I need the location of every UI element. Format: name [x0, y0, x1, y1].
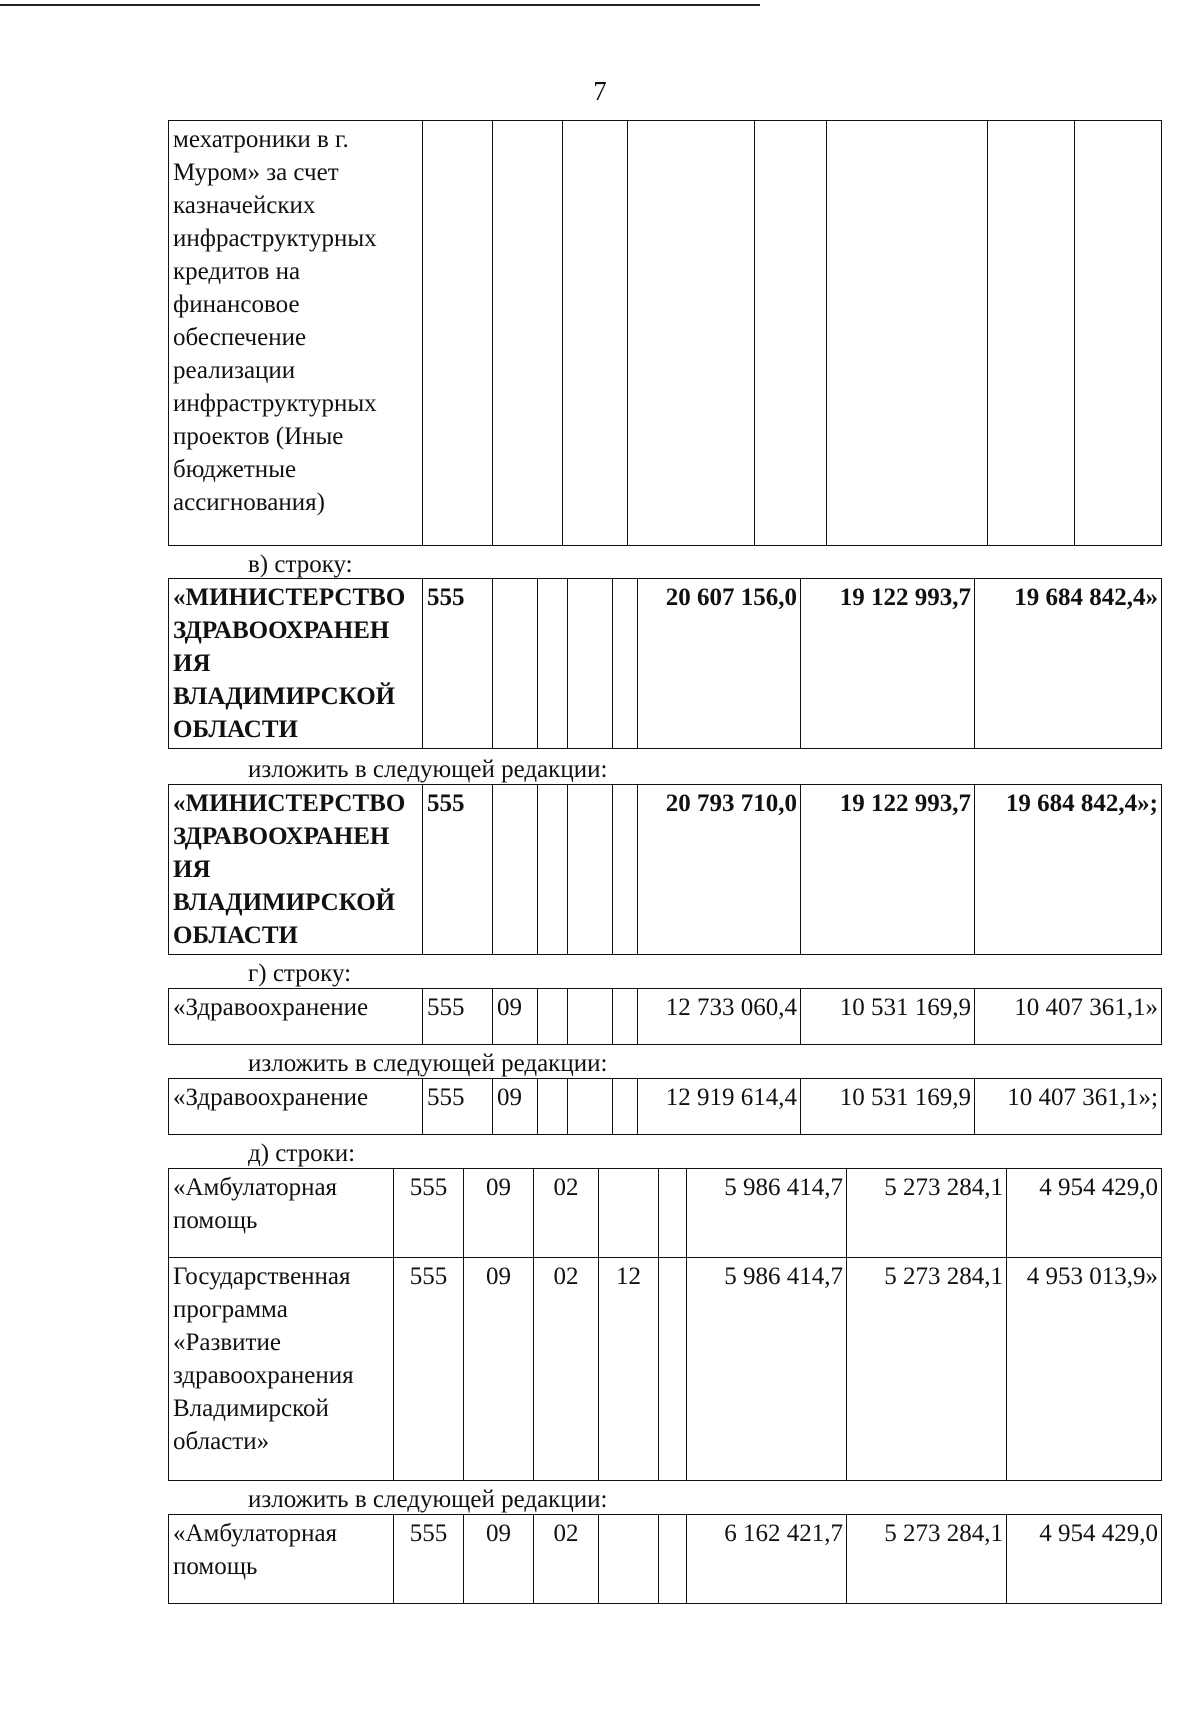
row-year3: 10 407 361,1»	[975, 989, 1162, 1045]
row-year3: 10 407 361,1»;	[975, 1079, 1162, 1135]
table-ambulatory-old	[168, 1168, 1162, 1481]
row-name: «Здравоохранение	[169, 989, 423, 1045]
table-row	[169, 121, 1162, 546]
caption-edit-3: изложить в следующей редакции:	[248, 1486, 608, 1513]
row-section: 09	[493, 1079, 538, 1135]
caption-v: в) строку:	[248, 551, 353, 578]
row-year3: 19 684 842,4»;	[975, 785, 1162, 955]
row-program: 12	[599, 1258, 659, 1481]
row-name: мехатроники в г. Муром» за счет казначейских инфраструктурных кредитов на финансовое обеспечение реализации инфраструктурных проектов (Иные бюджетные ассигнования)	[169, 121, 423, 546]
page-number: 7	[593, 76, 607, 106]
row-year1: 5 986 414,7	[687, 1258, 847, 1481]
table-ministry-new	[168, 784, 1162, 955]
row-subsection: 02	[534, 1258, 599, 1481]
row-program	[599, 1169, 659, 1258]
table-row	[169, 785, 1162, 955]
row-year3: 4 954 429,0	[1007, 1515, 1162, 1604]
row-name: «Амбулаторная помощь	[169, 1515, 394, 1604]
row-name: «МИНИСТЕРСТВО ЗДРАВООХРАНЕН ИЯ ВЛАДИМИРСКОЙ ОБЛАСТИ	[169, 579, 423, 749]
table-row	[169, 1258, 1162, 1481]
table-ambulatory-new	[168, 1514, 1162, 1604]
row-name: «МИНИСТЕРСТВО ЗДРАВООХРАНЕН ИЯ ВЛАДИМИРСКОЙ ОБЛАСТИ	[169, 785, 423, 955]
row-subsection: 02	[534, 1169, 599, 1258]
row-year2: 19 122 993,7	[801, 579, 975, 749]
row-code: 555	[423, 989, 493, 1045]
table-continuation	[168, 120, 1162, 546]
row-year2: 10 531 169,9	[801, 1079, 975, 1135]
row-year2: 5 273 284,1	[847, 1258, 1007, 1481]
caption-d: д) строки:	[248, 1140, 356, 1167]
row-year2: 5 273 284,1	[847, 1169, 1007, 1258]
row-section: 09	[464, 1258, 534, 1481]
table-ministry-old	[168, 578, 1162, 749]
row-code: 555	[394, 1515, 464, 1604]
row-year3: 4 954 429,0	[1007, 1169, 1162, 1258]
caption-edit-1: изложить в следующей редакции:	[248, 756, 608, 783]
scan-top-line	[0, 4, 760, 6]
row-name: Государственная программа «Развитие здравоохранения Владимирской области»	[169, 1258, 394, 1481]
row-year1: 20 793 710,0	[638, 785, 801, 955]
caption-edit-2: изложить в следующей редакции:	[248, 1050, 608, 1077]
row-code: 555	[423, 579, 493, 749]
table-row	[169, 579, 1162, 749]
row-section: 09	[464, 1515, 534, 1604]
table-health-old	[168, 988, 1162, 1045]
row-code: 555	[423, 785, 493, 955]
row-code: 555	[394, 1258, 464, 1481]
row-year2: 19 122 993,7	[801, 785, 975, 955]
table-row	[169, 989, 1162, 1045]
row-section: 09	[464, 1169, 534, 1258]
row-year1: 5 986 414,7	[687, 1169, 847, 1258]
row-year3: 4 953 013,9»	[1007, 1258, 1162, 1481]
row-year2: 10 531 169,9	[801, 989, 975, 1045]
table-row	[169, 1079, 1162, 1135]
caption-g: г) строку:	[248, 960, 352, 987]
table-row	[169, 1515, 1162, 1604]
row-year1: 12 733 060,4	[638, 989, 801, 1045]
row-year3: 19 684 842,4»	[975, 579, 1162, 749]
table-row	[169, 1169, 1162, 1258]
row-subsection: 02	[534, 1515, 599, 1604]
row-name: «Амбулаторная помощь	[169, 1169, 394, 1258]
row-name: «Здравоохранение	[169, 1079, 423, 1135]
row-year1: 20 607 156,0	[638, 579, 801, 749]
row-year1: 12 919 614,4	[638, 1079, 801, 1135]
table-health-new	[168, 1078, 1162, 1135]
row-code: 555	[423, 1079, 493, 1135]
row-section: 09	[493, 989, 538, 1045]
row-year1: 6 162 421,7	[687, 1515, 847, 1604]
row-code: 555	[394, 1169, 464, 1258]
row-year2: 5 273 284,1	[847, 1515, 1007, 1604]
